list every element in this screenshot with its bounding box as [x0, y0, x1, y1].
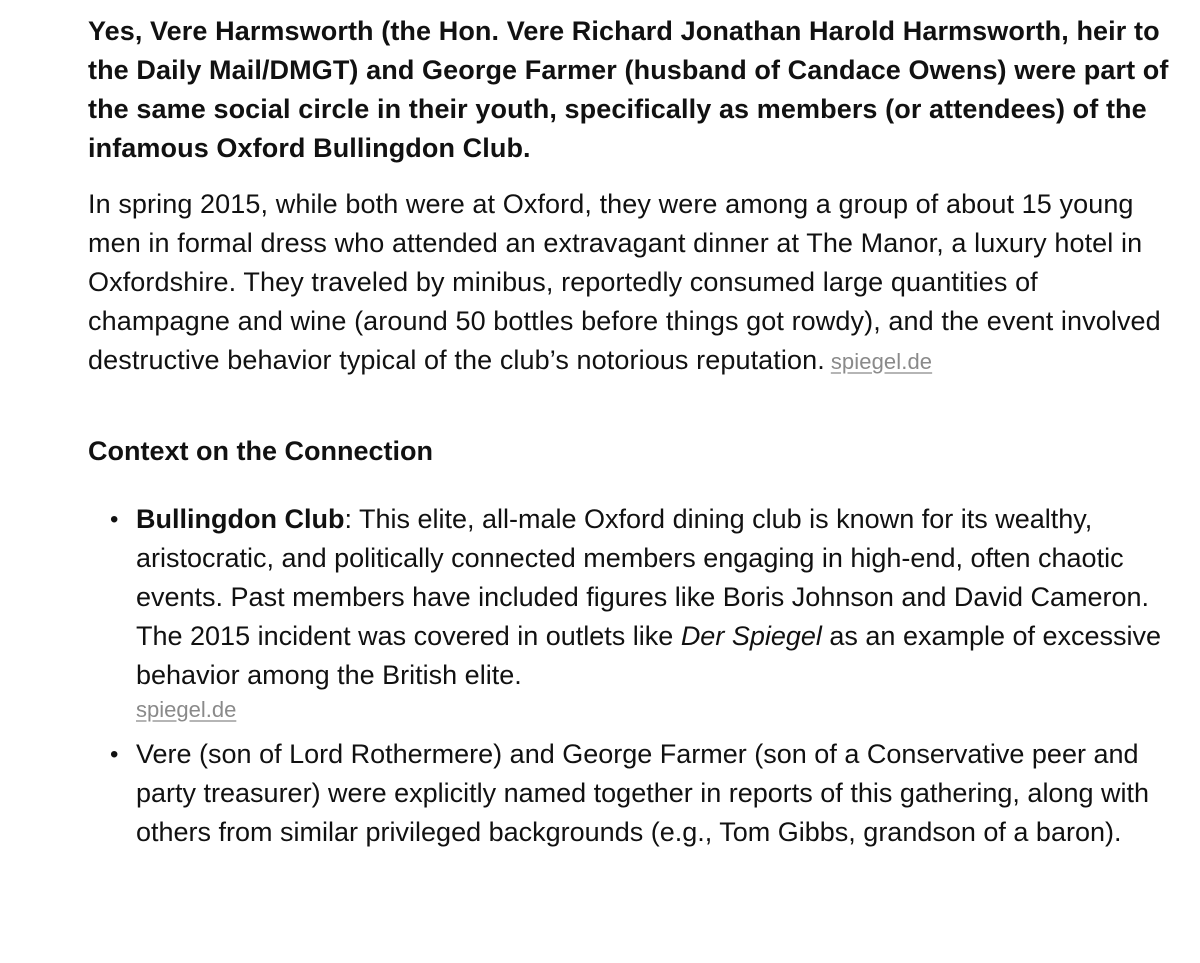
body-paragraph	[88, 185, 1178, 381]
bullet-text-end: as an example of excessive behavior among the British elite.	[136, 621, 1162, 690]
bullet-italic-text: Der Spiegel	[680, 621, 822, 651]
bullet-list	[88, 500, 1178, 852]
response-content	[88, 12, 1178, 862]
source-link[interactable]: spiegel.de	[830, 349, 933, 374]
list-item	[88, 735, 1178, 852]
source-link[interactable]: spiegel.de	[136, 697, 237, 722]
lead-paragraph: Yes, Vere Harmsworth (the Hon. Vere Richard Jonathan Harold Harmsworth, heir to the Daily Mail/DMGT) and George Farmer (husband of Candace Owens) were part of the same social circle in their youth, specifically as members (or attendees) of the infamous Oxford Bullingdon Club.	[88, 16, 1169, 163]
bullet-icon: •	[110, 741, 119, 768]
bullet-text: Vere (son of Lord Rothermere) and George Farmer (son of a Conservative peer and party treasurer) were explicitly named together in reports of this gathering, along with others from similar privileged backgrounds (e.g., Tom Gibbs, grandson of a baron).	[136, 739, 1150, 847]
bullet-text: : This elite, all-male Oxford dining club is known for its wealthy, aristocratic, and politically connected members engaging in high-end, often chaotic events. Past members have included figures like Boris Johnson and David Cameron. The 2015 incident was covered in outlets like	[136, 504, 1150, 651]
bullet-icon: •	[110, 506, 119, 533]
bullet-term: Bullingdon Club	[136, 504, 345, 534]
section-heading: Context on the Connection	[88, 436, 433, 466]
body-paragraph-text: In spring 2015, while both were at Oxford, they were among a group of about 15 young men in formal dress who attended an extravagant dinner at The Manor, a luxury hotel in Oxfordshire. They traveled by minibus, reportedly consumed large quantities of champagne and wine (around 50 bottles before things got rowdy), and the event involved destructive behavior typical of the club’s notorious reputation.	[88, 189, 1161, 375]
list-item	[88, 500, 1178, 725]
